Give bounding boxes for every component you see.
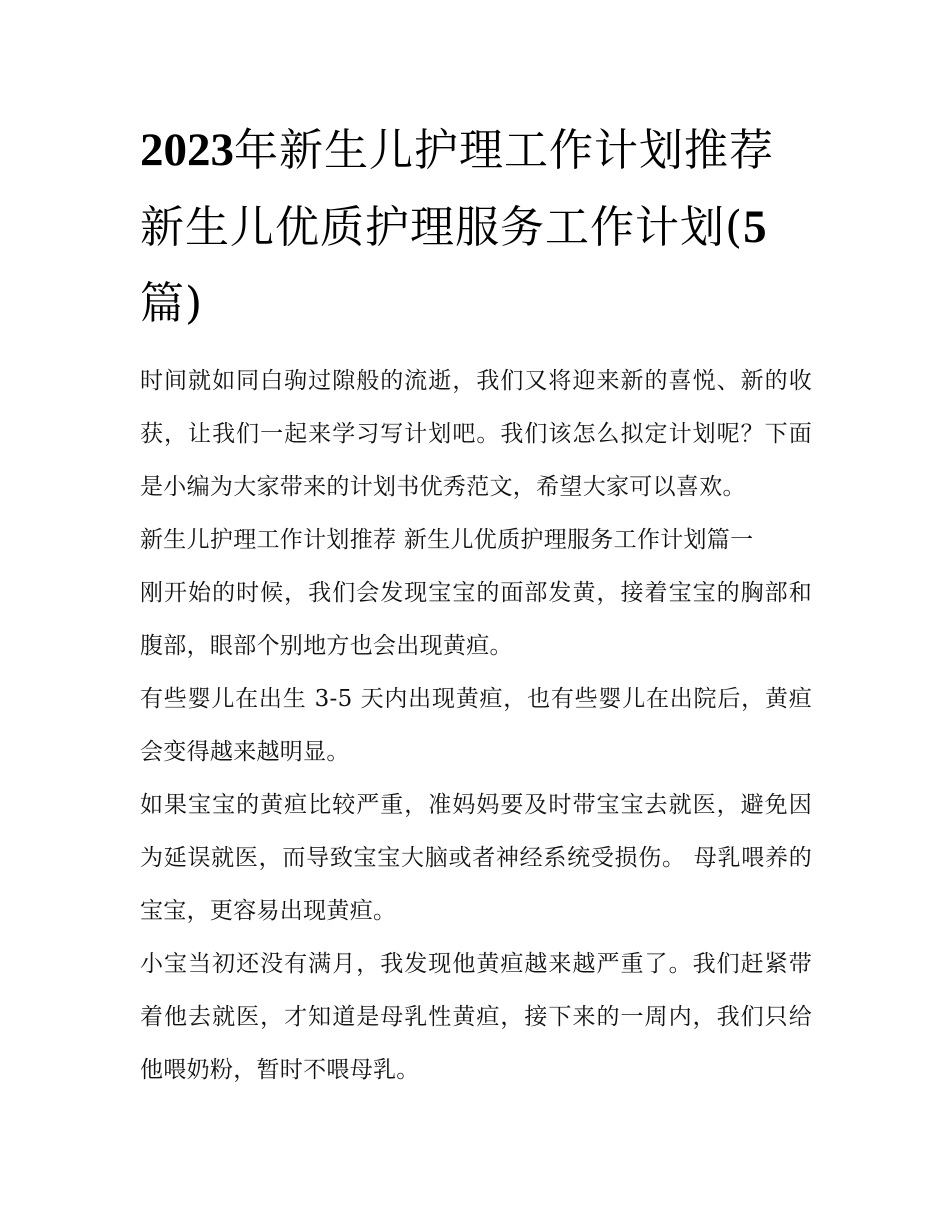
intro-paragraph: 时间就如同白驹过隙般的流逝，我们又将迎来新的喜悦、新的收获，让我们一起来学习写计划吧。我们该怎么拟定计划呢？下面是小编为大家带来的计划书优秀范文，希望大家可以喜欢。 — [140, 368, 812, 500]
title-suffix: 篇) — [140, 278, 204, 329]
body-paragraph: 如果宝宝的黄疸比较严重，准妈妈要及时带宝宝去就医，避免因为延误就医，而导致宝宝大脑或者神经系统受损伤。 母乳喂养的宝宝，更容易出现黄疸。 — [140, 792, 812, 924]
title-count: 5 — [743, 201, 767, 253]
body-paragraph: 小宝当初还没有满月，我发现他黄疸越来越严重了。我们赶紧带着他去就医，才知道是母乳性黄疸，接下来的一周内，我们只给他喂奶粉，暂时不喂母乳。 — [140, 951, 812, 1083]
title-year: 2023 — [140, 124, 234, 176]
title-main-text: 年新生儿护理工作计划推荐 新生儿优质护理服务工作计划( — [140, 125, 774, 253]
document-title — [140, 112, 812, 342]
body-paragraph: 有些婴儿在出生 3-5 天内出现黄疸，也有些婴儿在出院后，黄疸会变得越来越明显。 — [140, 686, 812, 765]
body-paragraph: 刚开始的时候，我们会发现宝宝的面部发黄，接着宝宝的胸部和腹部，眼部个别地方也会出现黄疸。 — [140, 580, 812, 659]
section-heading: 新生儿护理工作计划推荐 新生儿优质护理服务工作计划篇一 — [140, 527, 754, 553]
document-body — [140, 112, 812, 1097]
